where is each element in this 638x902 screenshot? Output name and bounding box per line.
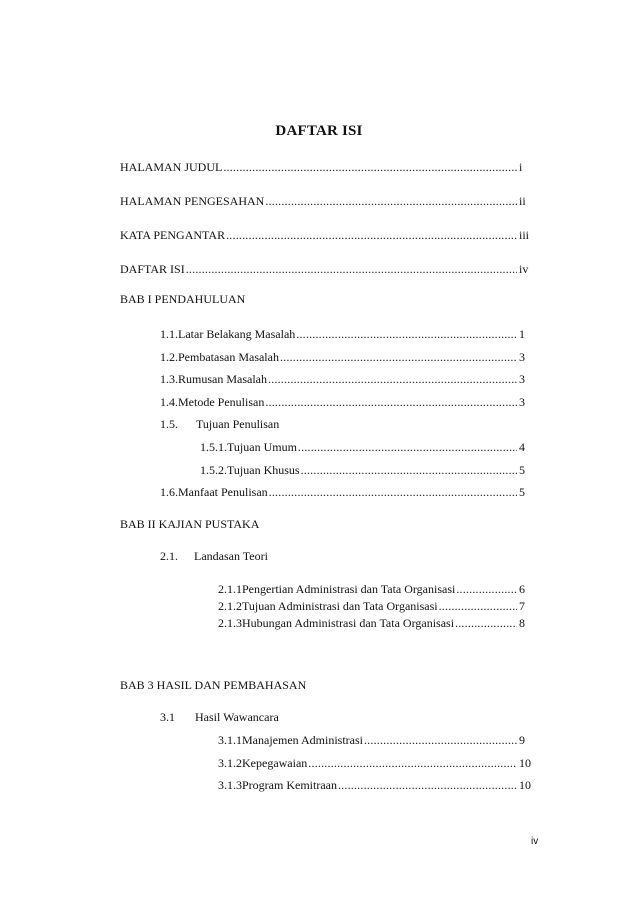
toc-entry-2-1-1[interactable] [218, 581, 529, 597]
dot-leader [439, 598, 517, 614]
toc-entry-kata-pengantar[interactable] [120, 227, 529, 243]
dot-leader [265, 394, 517, 410]
toc-entry-1-4[interactable] [160, 394, 529, 410]
toc-number: 1.3. [160, 372, 178, 386]
toc-entry-2-1-3[interactable] [218, 615, 529, 631]
toc-page-number: 3 [519, 350, 525, 364]
toc-page-number: 4 [519, 440, 525, 454]
toc-number: 3.1.2 [218, 756, 242, 770]
toc-label: Metode Penulisan [178, 395, 265, 409]
toc-page-number: 3 [519, 372, 525, 386]
toc-label: Tujuan Administrasi dan Tata Organisasi [242, 599, 438, 613]
toc-number: 3.1.3 [218, 778, 242, 792]
toc-entry-1-3[interactable] [160, 371, 529, 387]
dot-leader [226, 227, 517, 243]
toc-number: 1.5.1. [200, 440, 227, 454]
toc-label: Tujuan Khusus [227, 463, 300, 477]
toc-label: Manajemen Administrasi [242, 733, 363, 747]
dot-leader [268, 371, 517, 387]
toc-entry-3-1-3[interactable] [218, 777, 529, 793]
toc-page-number: 3 [519, 395, 525, 409]
dot-leader [456, 581, 517, 597]
dot-leader [269, 484, 517, 500]
page-number: iv [531, 836, 539, 847]
dot-leader [338, 777, 517, 793]
toc-page-number: 5 [519, 485, 525, 499]
dot-leader [455, 615, 517, 631]
toc-entry-daftar-isi[interactable] [120, 261, 529, 277]
toc-label: Tujuan Umum [227, 440, 297, 454]
toc-entry-1-2[interactable] [160, 349, 529, 365]
toc-number: 2.1. [160, 549, 178, 563]
dot-leader [265, 193, 517, 209]
toc-number: 3.1 [160, 710, 175, 724]
toc-label: Landasan Teori [194, 549, 268, 563]
toc-entry-2-1[interactable] [160, 548, 268, 564]
toc-number: 2.1.2 [218, 599, 242, 613]
toc-number: 1.1. [160, 327, 178, 341]
dot-leader [296, 326, 517, 342]
toc-number: 1.2. [160, 350, 178, 364]
toc-entry-halaman-judul[interactable] [120, 159, 529, 175]
toc-number: 1.6. [160, 485, 178, 499]
toc-page-number: 1 [519, 327, 525, 341]
toc-number: 3.1.1 [218, 733, 242, 747]
toc-page-number: iii [519, 228, 530, 242]
toc-entry-3-1-1[interactable] [218, 732, 529, 748]
toc-page-number: 9 [519, 733, 525, 747]
dot-leader [308, 755, 517, 771]
toc-page-number: iv [519, 262, 529, 276]
toc-page-number: ii [519, 194, 526, 208]
toc-entry-halaman-pengesahan[interactable] [120, 193, 529, 209]
chapter-heading-bab3: BAB 3 HASIL DAN PEMBAHASAN [120, 678, 307, 692]
toc-label: DAFTAR ISI [120, 262, 185, 276]
toc-page-number: 10 [519, 778, 531, 792]
toc-label: HALAMAN JUDUL [120, 160, 223, 174]
chapter-heading-bab1: BAB I PENDAHULUAN [120, 292, 246, 306]
toc-label: Program Kemitraan [242, 778, 337, 792]
toc-label: Tujuan Penulisan [196, 417, 280, 431]
dot-leader [364, 732, 517, 748]
toc-entry-1-1[interactable] [160, 326, 529, 342]
toc-page-number: 5 [519, 463, 525, 477]
toc-page-number: 10 [519, 756, 531, 770]
toc-label: Pengertian Administrasi dan Tata Organisasi [242, 582, 456, 596]
toc-entry-1-5-2[interactable] [200, 462, 529, 478]
dot-leader [280, 349, 517, 365]
toc-entry-2-1-2[interactable] [218, 598, 529, 614]
dot-leader [223, 159, 517, 175]
toc-page-number: i [519, 160, 523, 174]
toc-label: Pembatasan Masalah [178, 350, 279, 364]
toc-label: Rumusan Masalah [178, 372, 267, 386]
toc-entry-1-5-1[interactable] [200, 439, 529, 455]
toc-entry-3-1-2[interactable] [218, 755, 529, 771]
toc-label: HALAMAN PENGESAHAN [120, 194, 265, 208]
toc-number: 1.5. [160, 417, 178, 431]
chapter-heading-bab2: BAB II KAJIAN PUSTAKA [120, 517, 260, 531]
dot-leader [186, 261, 517, 277]
toc-entry-3-1[interactable] [160, 709, 279, 725]
toc-label: Hasil Wawancara [195, 710, 279, 724]
toc-number: 2.1.1 [218, 582, 242, 596]
toc-number: 1.4. [160, 395, 178, 409]
dot-leader [298, 439, 517, 455]
toc-page-number: 7 [519, 599, 525, 613]
toc-label: Hubungan Administrasi dan Tata Organisasi [242, 616, 455, 630]
toc-page-number: 6 [519, 582, 525, 596]
toc-label: Manfaat Penulisan [178, 485, 268, 499]
dot-leader [301, 462, 517, 478]
page-title: DAFTAR ISI [275, 123, 363, 139]
toc-number: 1.5.2. [200, 463, 227, 477]
toc-page-number: 8 [519, 616, 525, 630]
toc-label: KATA PENGANTAR [120, 228, 226, 242]
toc-entry-1-5[interactable] [160, 416, 279, 432]
toc-entry-1-6[interactable] [160, 484, 529, 500]
toc-label: Kepegawaian [242, 756, 308, 770]
toc-label: Latar Belakang Masalah [178, 327, 296, 341]
toc-number: 2.1.3 [218, 616, 242, 630]
